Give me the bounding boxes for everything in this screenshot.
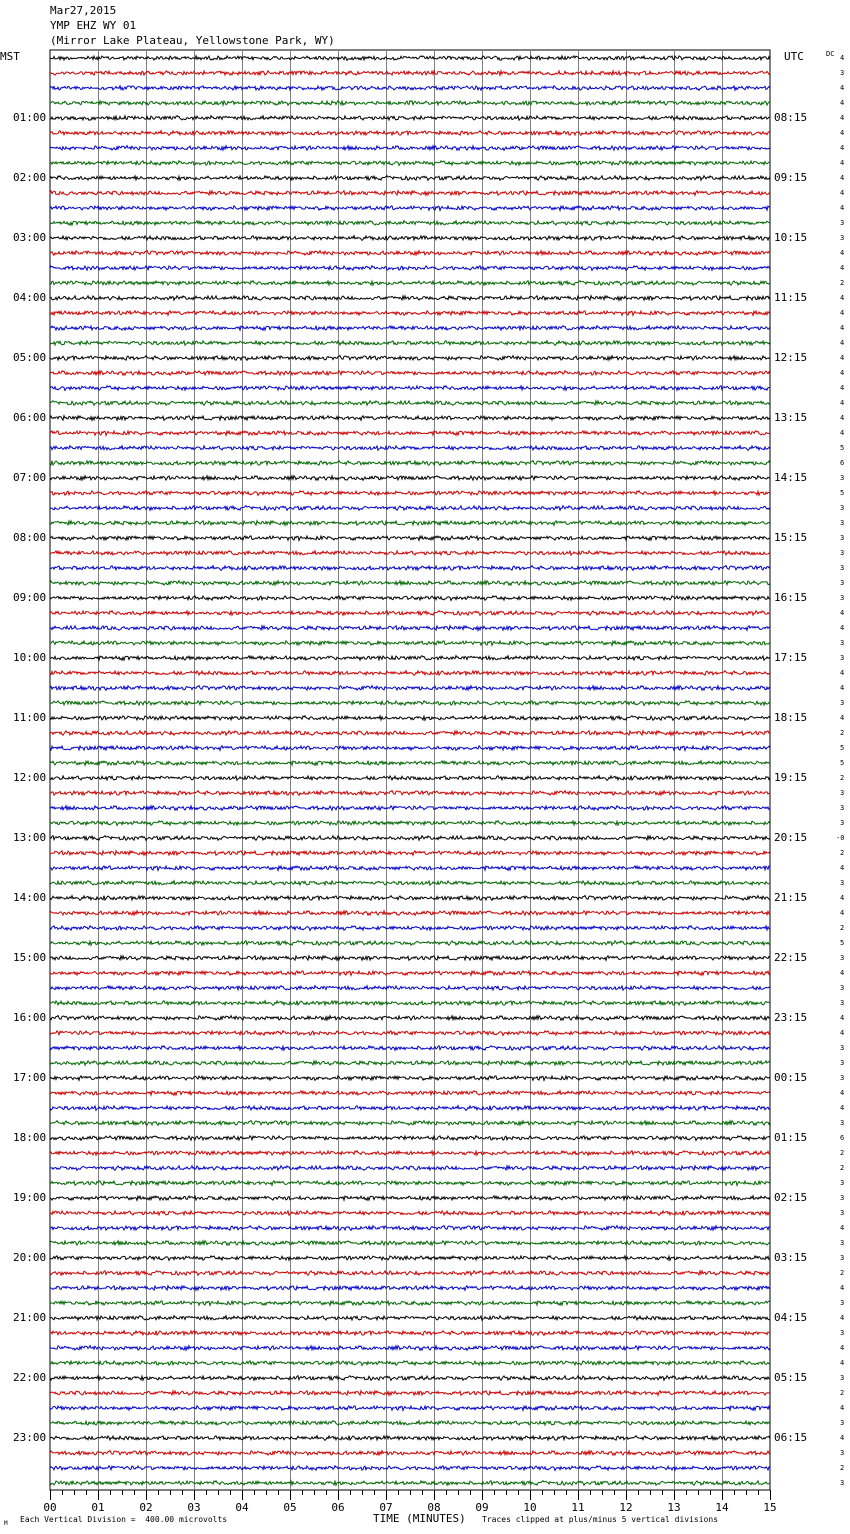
x-tick-label: 03	[187, 1501, 201, 1514]
seismogram-trace	[50, 641, 770, 646]
seismogram-trace	[50, 296, 770, 301]
dc-offset-value: 6	[840, 1134, 845, 1142]
seismogram-trace	[50, 596, 770, 601]
dc-offset-value: 2	[840, 1389, 845, 1397]
dc-offset-value: 3	[840, 1059, 845, 1067]
dc-offset-value: 2	[840, 1164, 845, 1172]
hour-label-utc: 14:15	[774, 471, 808, 484]
hour-label-local: 19:00	[13, 1191, 47, 1204]
hour-label-local: 04:00	[13, 291, 47, 304]
seismogram-trace	[50, 1001, 770, 1006]
hour-label-utc: 20:15	[774, 831, 808, 844]
seismogram-trace	[50, 1466, 770, 1471]
seismogram-trace	[50, 761, 770, 766]
seismogram-trace	[50, 131, 770, 136]
dc-offset-value: 4	[840, 144, 845, 152]
seismogram-trace	[50, 56, 770, 61]
dc-offset-value: 3	[840, 474, 845, 482]
hour-label-utc: 19:15	[774, 771, 808, 784]
hour-label-utc: 06:15	[774, 1431, 808, 1444]
dc-offset-value: 4	[840, 114, 845, 122]
x-tick-label: 02	[139, 1501, 153, 1514]
x-tick-label: 11	[571, 1501, 585, 1514]
dc-offset-value: 4	[840, 1404, 845, 1412]
hour-label-local: 12:00	[13, 771, 47, 784]
seismogram-trace	[50, 1241, 770, 1245]
seismogram-trace	[50, 911, 770, 915]
x-tick-label: 09	[475, 1501, 489, 1514]
seismogram-trace	[50, 851, 770, 856]
dc-offset-value: 3	[840, 1074, 845, 1082]
dc-offset-value: 3	[840, 594, 845, 602]
station-code: YMP EHZ WY 01	[50, 19, 137, 32]
seismogram-trace	[50, 356, 770, 361]
dc-offset-value: 4	[840, 54, 845, 62]
seismogram-trace	[50, 491, 770, 496]
seismogram-trace	[50, 386, 770, 391]
dc-offset-value: 4	[840, 909, 845, 917]
seismogram-trace	[50, 101, 770, 106]
dc-offset-value: 4	[840, 399, 845, 407]
dc-offset-value: 4	[840, 264, 845, 272]
seismogram-trace	[50, 671, 770, 676]
seismogram-trace	[50, 941, 770, 946]
hour-label-utc: 16:15	[774, 591, 808, 604]
seismogram-trace	[50, 1391, 770, 1396]
seismogram-trace	[50, 731, 770, 736]
dc-offset-value: 2	[840, 924, 845, 932]
seismogram-trace	[50, 701, 770, 706]
x-tick-label: 00	[43, 1501, 57, 1514]
hour-label-utc: 15:15	[774, 531, 808, 544]
seismogram-trace	[50, 656, 770, 661]
hour-label-utc: 11:15	[774, 291, 808, 304]
dc-offset-value: 4	[840, 414, 845, 422]
dc-offset-value: 3	[840, 69, 845, 77]
hour-label-local: 03:00	[13, 231, 47, 244]
seismogram-trace	[50, 116, 770, 121]
seismogram-trace	[50, 146, 770, 151]
seismogram-trace	[50, 806, 770, 810]
seismogram-trace	[50, 1091, 770, 1096]
dc-offset-value: 5	[840, 489, 845, 497]
x-tick-label: 14	[715, 1501, 729, 1514]
dc-offset-value: 4	[840, 1344, 845, 1352]
x-tick-label: 01	[91, 1501, 105, 1514]
seismogram-trace	[50, 1136, 770, 1141]
dc-offset-value: 4	[840, 969, 845, 977]
hour-label-local: 07:00	[13, 471, 47, 484]
seismogram-trace	[50, 686, 770, 691]
dc-offset-value: 4	[840, 1104, 845, 1112]
dc-offset-value: 4	[840, 714, 845, 722]
seismogram-trace	[50, 446, 770, 451]
dc-offset-value: 4	[840, 324, 845, 332]
dc-offset-value: 4	[840, 249, 845, 257]
seismogram-trace	[50, 281, 770, 286]
seismogram-trace	[50, 191, 770, 196]
dc-offset-value: 5	[840, 444, 845, 452]
seismogram-trace	[50, 416, 770, 421]
seismogram-trace	[50, 461, 770, 466]
station-location: (Mirror Lake Plateau, Yellowstone Park, WY)	[50, 34, 335, 47]
dc-offset-value: 2	[840, 1149, 845, 1157]
dc-offset-value: 3	[840, 534, 845, 542]
hour-label-utc: 08:15	[774, 111, 808, 124]
dc-offset-value: 4	[840, 294, 845, 302]
x-tick-label: 08	[427, 1501, 441, 1514]
hour-label-local: 23:00	[13, 1431, 47, 1444]
dc-offset-value: 3	[840, 804, 845, 812]
dc-offset-value: 3	[840, 1419, 845, 1427]
seismogram-trace	[50, 1151, 770, 1156]
hour-label-utc: 00:15	[774, 1071, 808, 1084]
dc-offset-value: 3	[840, 639, 845, 647]
x-tick-label: 04	[235, 1501, 249, 1514]
seismogram-trace	[50, 866, 770, 871]
plot-date: Mar27,2015	[50, 4, 117, 17]
dc-offset-value: 4	[840, 189, 845, 197]
dc-offset-value: 3	[840, 1449, 845, 1457]
x-tick-label: 06	[331, 1501, 345, 1514]
hour-label-utc: 05:15	[774, 1371, 808, 1384]
seismogram-trace	[50, 956, 770, 961]
seismogram-trace	[50, 1301, 770, 1306]
dc-offset-value: 4	[840, 624, 845, 632]
seismogram-trace	[50, 1271, 770, 1276]
seismogram-trace	[50, 746, 770, 751]
hour-label-utc: 10:15	[774, 231, 808, 244]
seismogram-trace	[50, 341, 770, 346]
seismogram-trace	[50, 1166, 770, 1171]
hour-label-utc: 18:15	[774, 711, 808, 724]
dc-offset-value: 4	[840, 1314, 845, 1322]
dc-offset-value: 3	[840, 549, 845, 557]
dc-offset-value: 5	[840, 759, 845, 767]
seismogram-trace	[50, 326, 770, 331]
dc-offset-value: 4	[840, 669, 845, 677]
seismogram-trace	[50, 1046, 770, 1051]
seismogram-trace	[50, 626, 770, 631]
dc-offset-value: 4	[840, 1029, 845, 1037]
dc-offset-value: 4	[840, 204, 845, 212]
seismogram-trace	[50, 221, 770, 226]
dc-offset-value: 3	[840, 789, 845, 797]
hour-label-utc: 17:15	[774, 651, 808, 664]
seismogram-trace	[50, 986, 770, 991]
seismogram-trace	[50, 1286, 770, 1291]
x-tick-label: 05	[283, 1501, 297, 1514]
seismogram-trace	[50, 1376, 770, 1381]
clip-note: Traces clipped at plus/minus 5 vertical divisions	[482, 1515, 719, 1524]
dc-column-header: DC	[826, 50, 835, 58]
seismogram-trace	[50, 1016, 770, 1021]
hour-label-local: 16:00	[13, 1011, 47, 1024]
dc-offset-value: 3	[840, 1239, 845, 1247]
hour-label-local: 18:00	[13, 1131, 47, 1144]
seismogram-trace	[50, 821, 770, 826]
dc-offset-value: 3	[840, 1254, 845, 1262]
seismogram-trace	[50, 1481, 770, 1486]
seismogram-trace	[50, 791, 770, 796]
seismogram-trace	[50, 551, 770, 556]
x-tick-label: 07	[379, 1501, 393, 1514]
seismogram-trace	[50, 401, 770, 406]
x-axis-label: TIME (MINUTES)	[373, 1512, 466, 1525]
hour-label-utc: 22:15	[774, 951, 808, 964]
seismogram-trace	[50, 611, 770, 616]
left-timezone-label: MST	[0, 50, 20, 63]
dc-offset-value: 2	[840, 774, 845, 782]
x-tick-label: 12	[619, 1501, 633, 1514]
hour-label-local: 02:00	[13, 171, 47, 184]
hour-label-utc: 02:15	[774, 1191, 808, 1204]
dc-offset-value: 3	[840, 819, 845, 827]
seismogram-trace	[50, 1106, 770, 1111]
dc-offset-value: 2	[840, 849, 845, 857]
dc-offset-value: 4	[840, 369, 845, 377]
dc-offset-value: 4	[840, 354, 845, 362]
dc-offset-value: 3	[840, 1209, 845, 1217]
dc-offset-value: 4	[840, 684, 845, 692]
hour-label-local: 05:00	[13, 351, 47, 364]
dc-offset-value: 4	[840, 609, 845, 617]
hour-label-local: 06:00	[13, 411, 47, 424]
dc-offset-value: 4	[840, 1284, 845, 1292]
dc-offset-value: 3	[840, 579, 845, 587]
mark-glyph: M	[4, 1520, 8, 1527]
dc-offset-value: 4	[840, 309, 845, 317]
dc-offset-value: 4	[840, 894, 845, 902]
dc-offset-value: 3	[840, 504, 845, 512]
dc-offset-value: 3	[840, 1299, 845, 1307]
hour-label-utc: 21:15	[774, 891, 808, 904]
seismogram-trace	[50, 206, 770, 211]
seismogram-trace	[50, 1196, 770, 1201]
seismogram-trace	[50, 1451, 770, 1456]
hour-label-utc: 01:15	[774, 1131, 808, 1144]
seismogram-trace	[50, 881, 770, 886]
x-tick-label: 10	[523, 1501, 537, 1514]
seismogram-trace	[50, 1211, 770, 1216]
hour-label-local: 22:00	[13, 1371, 47, 1384]
seismogram-trace	[50, 1181, 770, 1186]
right-timezone-label: UTC	[784, 50, 804, 63]
hour-label-local: 08:00	[13, 531, 47, 544]
dc-offset-value: 5	[840, 939, 845, 947]
seismogram-trace	[50, 521, 770, 526]
dc-offset-value: 5	[840, 744, 845, 752]
seismogram-trace	[50, 1361, 770, 1366]
seismogram-trace	[50, 1076, 770, 1081]
seismogram-trace	[50, 1121, 770, 1126]
dc-offset-value: 3	[840, 564, 845, 572]
seismogram-trace	[50, 926, 770, 931]
dc-offset-value: 3	[840, 984, 845, 992]
dc-offset-value: 4	[840, 864, 845, 872]
seismogram-trace	[50, 1226, 770, 1231]
dc-offset-value: 4	[840, 174, 845, 182]
dc-offset-value: 4	[840, 1089, 845, 1097]
seismogram-trace	[50, 566, 770, 571]
dc-offset-value: 3	[840, 1044, 845, 1052]
hour-label-utc: 13:15	[774, 411, 808, 424]
dc-offset-value: 4	[840, 1224, 845, 1232]
dc-offset-value: 4	[840, 159, 845, 167]
dc-offset-value: 3	[840, 879, 845, 887]
seismogram-trace	[50, 836, 770, 841]
dc-offset-value: 3	[840, 1194, 845, 1202]
dc-offset-value: 4	[840, 384, 845, 392]
seismogram-trace	[50, 581, 770, 586]
seismogram-trace	[50, 1346, 770, 1351]
seismogram-trace	[50, 716, 770, 721]
seismogram-trace	[50, 1331, 770, 1336]
seismogram-trace	[50, 311, 770, 316]
dc-offset-value: 4	[840, 1434, 845, 1442]
x-tick-label: 15	[763, 1501, 777, 1514]
dc-offset-value: 3	[840, 1329, 845, 1337]
seismogram-trace	[50, 1436, 770, 1441]
hour-label-local: 17:00	[13, 1071, 47, 1084]
dc-offset-value: 3	[840, 519, 845, 527]
seismogram-trace	[50, 1031, 770, 1036]
dc-offset-value: 2	[840, 279, 845, 287]
seismogram-trace	[50, 896, 770, 901]
dc-offset-value: 2	[840, 729, 845, 737]
seismogram-trace	[50, 506, 770, 511]
dc-offset-value: 4	[840, 1359, 845, 1367]
seismogram-trace	[50, 251, 770, 256]
hour-label-utc: 03:15	[774, 1251, 808, 1264]
hour-label-local: 10:00	[13, 651, 47, 664]
seismogram-trace	[50, 266, 770, 271]
dc-offset-value: 3	[840, 954, 845, 962]
seismogram-trace	[50, 536, 770, 541]
hour-label-utc: 23:15	[774, 1011, 808, 1024]
hour-label-utc: 09:15	[774, 171, 808, 184]
hour-label-local: 21:00	[13, 1311, 47, 1324]
hour-label-utc: 12:15	[774, 351, 808, 364]
seismogram-trace	[50, 161, 770, 166]
scale-note: Each Vertical Division = 400.00 microvolts	[20, 1515, 228, 1524]
hour-label-local: 01:00	[13, 111, 47, 124]
seismogram-trace	[50, 1421, 770, 1426]
seismogram-trace	[50, 86, 770, 91]
hour-label-local: 09:00	[13, 591, 47, 604]
dc-offset-value: 4	[840, 1014, 845, 1022]
hour-label-utc: 04:15	[774, 1311, 808, 1324]
hour-label-local: 14:00	[13, 891, 47, 904]
seismogram-trace	[50, 1406, 770, 1411]
dc-offset-value: 4	[840, 339, 845, 347]
dc-offset-value: 3	[840, 1374, 845, 1382]
hour-label-local: 13:00	[13, 831, 47, 844]
seismogram-trace	[50, 176, 770, 181]
dc-offset-value: 4	[840, 99, 845, 107]
dc-offset-value: 4	[840, 84, 845, 92]
dc-offset-value: 3	[840, 699, 845, 707]
dc-offset-value: 3	[840, 1479, 845, 1487]
seismogram-trace	[50, 71, 770, 75]
hour-label-local: 15:00	[13, 951, 47, 964]
dc-offset-value: 3	[840, 219, 845, 227]
seismogram-trace	[50, 776, 770, 781]
seismogram-trace	[50, 971, 770, 976]
x-tick-label: 13	[667, 1501, 681, 1514]
dc-offset-value: 3	[840, 654, 845, 662]
dc-offset-value: -0	[836, 834, 845, 842]
seismogram-trace	[50, 371, 770, 375]
seismogram-trace	[50, 1061, 770, 1066]
seismogram-trace	[50, 236, 770, 241]
seismogram-trace	[50, 431, 770, 436]
hour-label-local: 20:00	[13, 1251, 47, 1264]
dc-offset-value: 4	[840, 129, 845, 137]
dc-offset-value: 3	[840, 234, 845, 242]
hour-label-local: 11:00	[13, 711, 47, 724]
seismogram-trace	[50, 1256, 770, 1261]
seismogram-trace	[50, 476, 770, 480]
dc-offset-value: 6	[840, 459, 845, 467]
dc-offset-value: 3	[840, 1119, 845, 1127]
dc-offset-value: 3	[840, 999, 845, 1007]
dc-offset-value: 2	[840, 1464, 845, 1472]
dc-offset-value: 4	[840, 429, 845, 437]
dc-offset-value: 2	[840, 1269, 845, 1277]
dc-offset-value: 3	[840, 1179, 845, 1187]
seismogram-trace	[50, 1316, 770, 1321]
